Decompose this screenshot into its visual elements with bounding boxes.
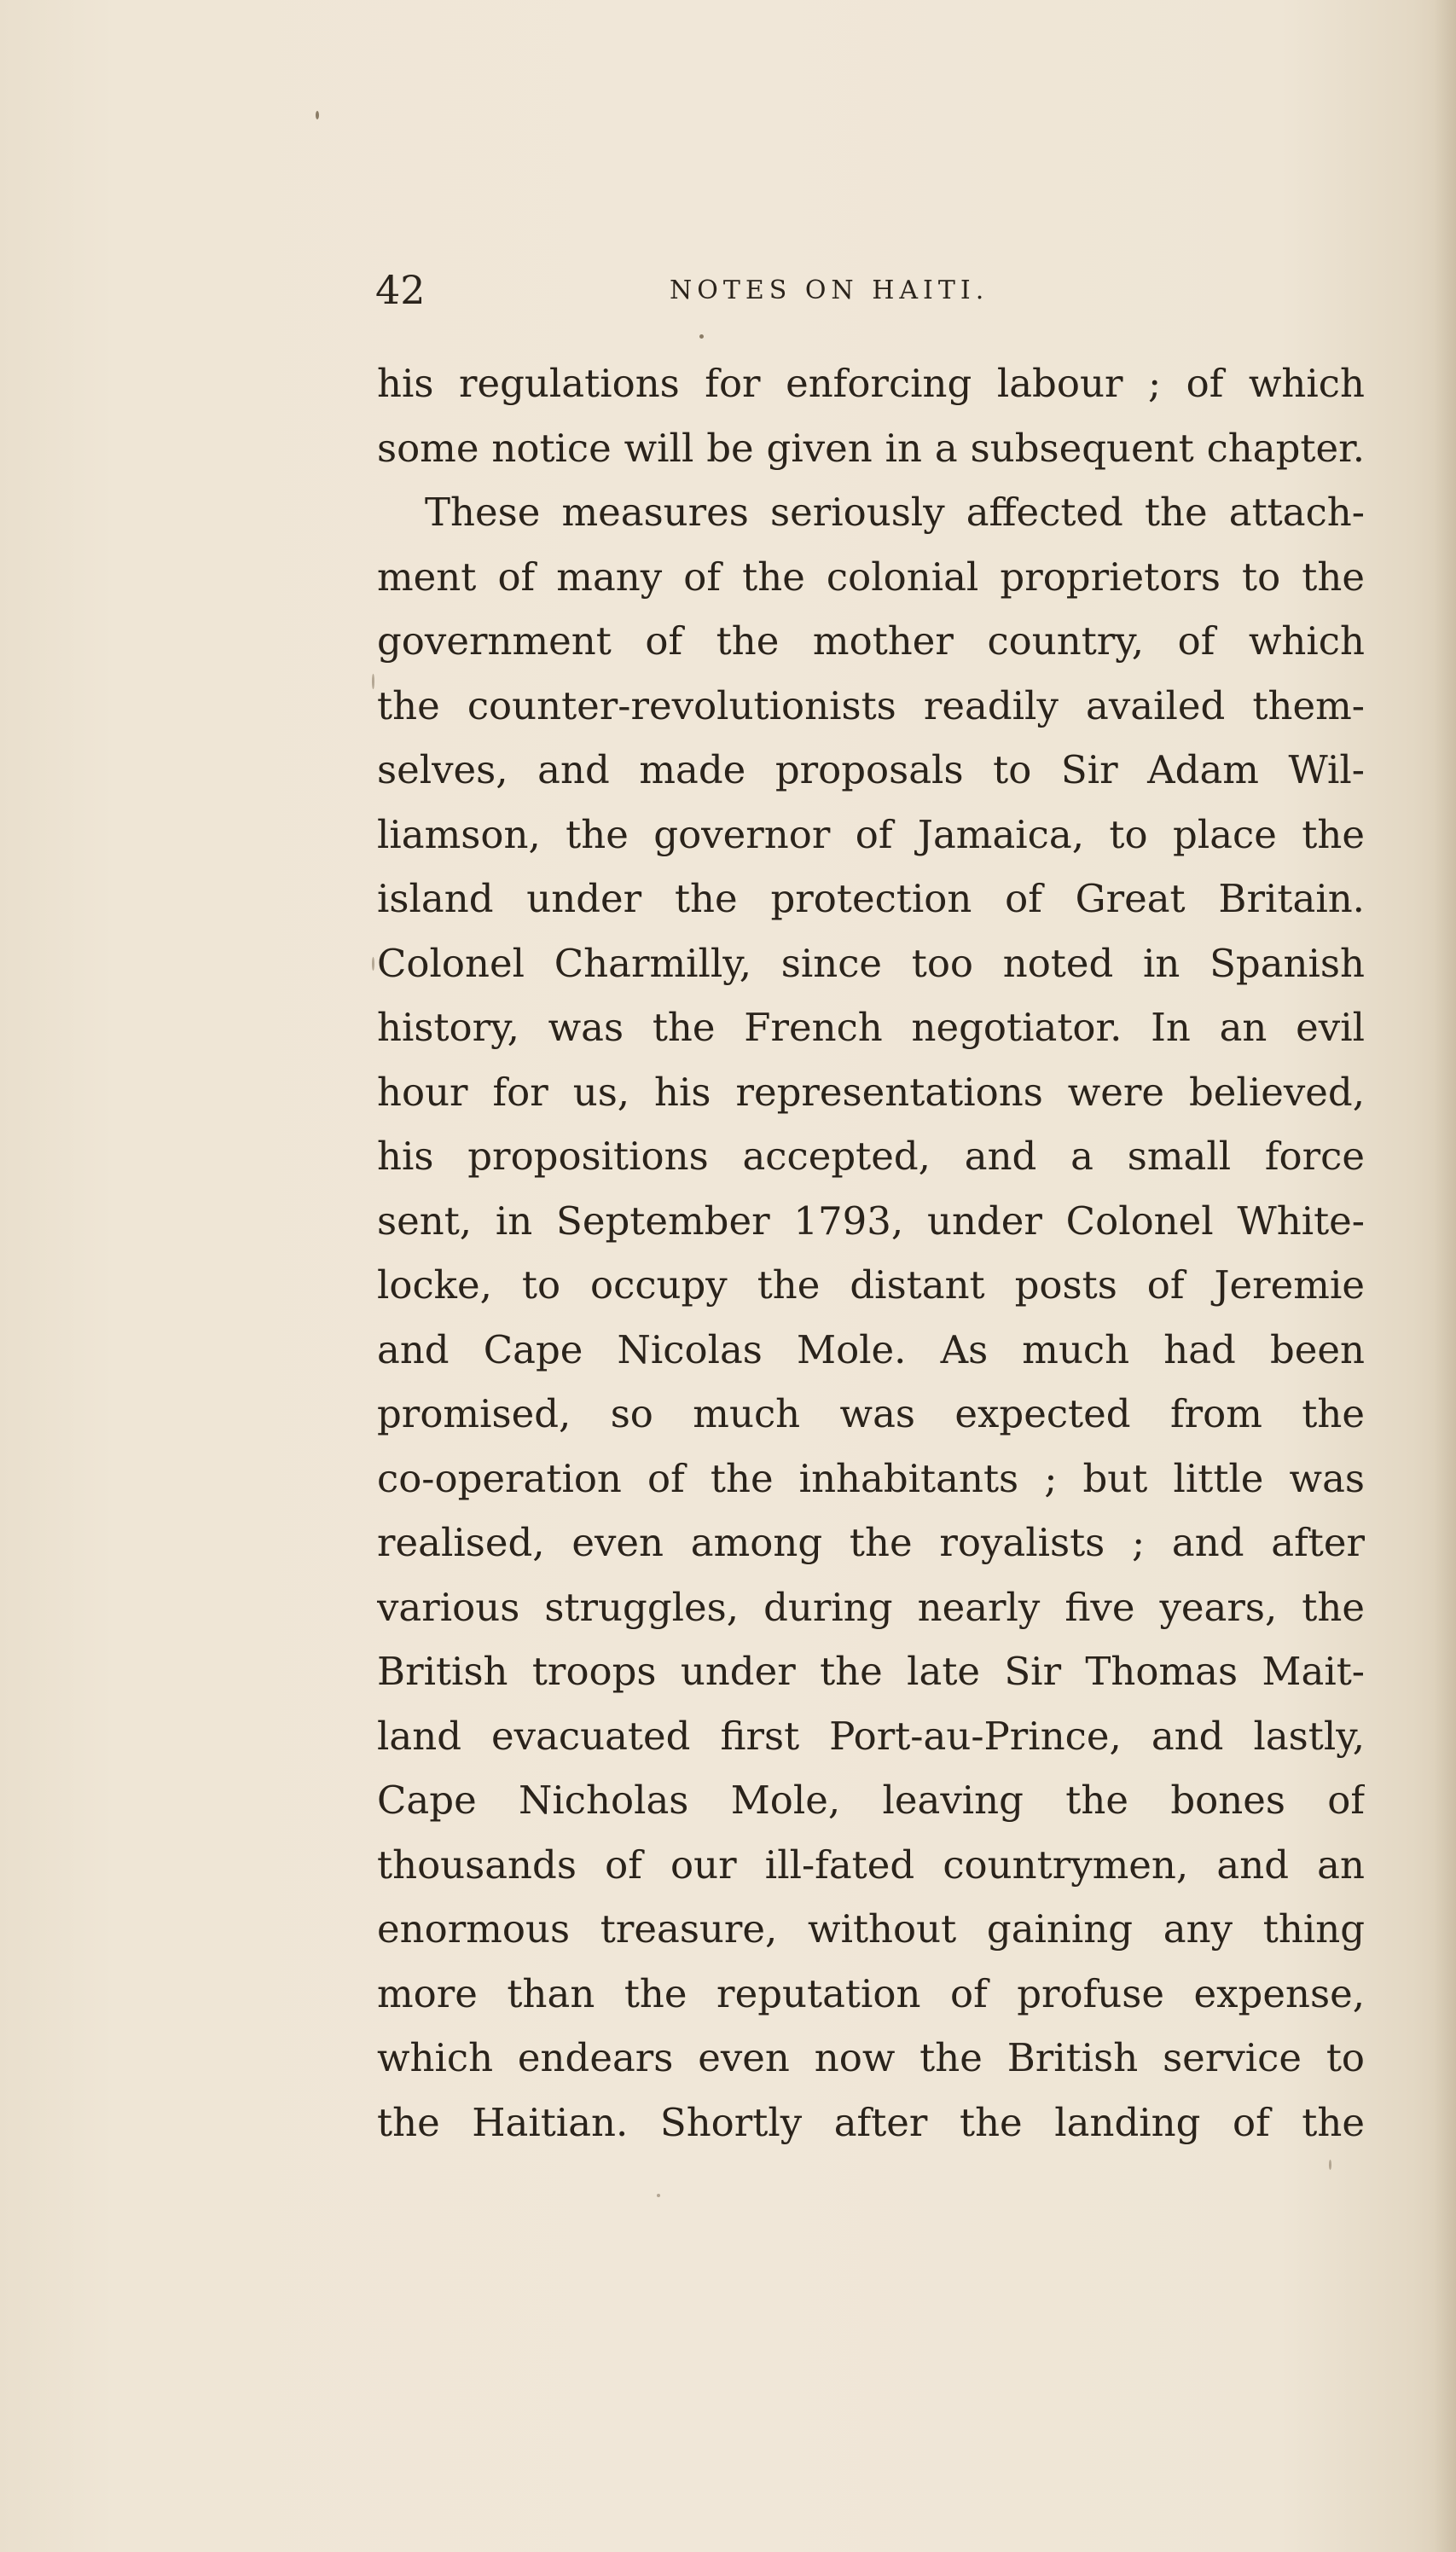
text-line: the Haitian. Shortly after the landing of the bbox=[377, 2099, 1365, 2145]
paper-speck bbox=[657, 2194, 660, 2197]
text-line: promised, so much was expected from the bbox=[377, 1391, 1365, 1436]
page-number: 42 bbox=[375, 267, 426, 313]
page-edge-shadow bbox=[1434, 0, 1456, 2552]
text-line: liamson, the governor of Jamaica, to place the bbox=[377, 811, 1365, 857]
text-line: British troops under the late Sir Thomas Mait- bbox=[377, 1649, 1365, 1694]
text-line: sent, in September 1793, under Colonel White- bbox=[377, 1198, 1365, 1244]
text-line: his propositions accepted, and a small force bbox=[377, 1134, 1365, 1179]
text-line: co-operation of the inhabitants ; but little was bbox=[377, 1455, 1365, 1501]
text-line: realised, even among the royalists ; and after bbox=[377, 1520, 1365, 1565]
text-line: enormous treasure, without gaining any thing bbox=[377, 1906, 1365, 1952]
running-header bbox=[375, 264, 1365, 316]
text-line: locke, to occupy the distant posts of Jeremie bbox=[377, 1262, 1365, 1308]
body-text bbox=[377, 351, 1365, 2155]
text-line: land evacuated first Port-au-Prince, and lastly, bbox=[377, 1713, 1365, 1759]
paper-speck bbox=[372, 957, 374, 971]
text-line: Colonel Charmilly, since too noted in Spanish bbox=[377, 940, 1365, 986]
text-line: ment of many of the colonial proprietors to the bbox=[377, 554, 1365, 600]
text-line: Cape Nicholas Mole, leaving the bones of bbox=[377, 1778, 1365, 1823]
running-head-title: NOTES ON HAITI. bbox=[670, 276, 989, 305]
text-line: which endears even now the British service to bbox=[377, 2035, 1365, 2080]
paper-speck bbox=[699, 334, 704, 339]
text-line: history, was the French negotiator. In an evil bbox=[377, 1005, 1365, 1050]
text-line: hour for us, his representations were believed, bbox=[377, 1069, 1365, 1115]
text-line: These measures seriously affected the attach- bbox=[425, 490, 1365, 535]
text-line: his regulations for enforcing labour ; of which bbox=[377, 361, 1365, 406]
text-line: some notice will be given in a subsequent chapter. bbox=[377, 425, 1365, 471]
text-line: the counter-revolutionists readily availed them- bbox=[377, 682, 1365, 728]
paper-speck bbox=[1329, 2160, 1331, 2170]
text-line: thousands of our ill-fated countrymen, and an bbox=[377, 1842, 1365, 1888]
text-line: island under the protection of Great Britain. bbox=[377, 876, 1365, 921]
text-line: selves, and made proposals to Sir Adam Wil- bbox=[377, 747, 1365, 792]
text-line: various struggles, during nearly five years, the bbox=[377, 1584, 1365, 1630]
paper-speck bbox=[316, 111, 319, 119]
text-line: and Cape Nicolas Mole. As much had been bbox=[377, 1326, 1365, 1372]
paper-speck bbox=[372, 674, 374, 689]
text-line: more than the reputation of profuse expense, bbox=[377, 1970, 1365, 2016]
text-line: government of the mother country, of which bbox=[377, 618, 1365, 664]
